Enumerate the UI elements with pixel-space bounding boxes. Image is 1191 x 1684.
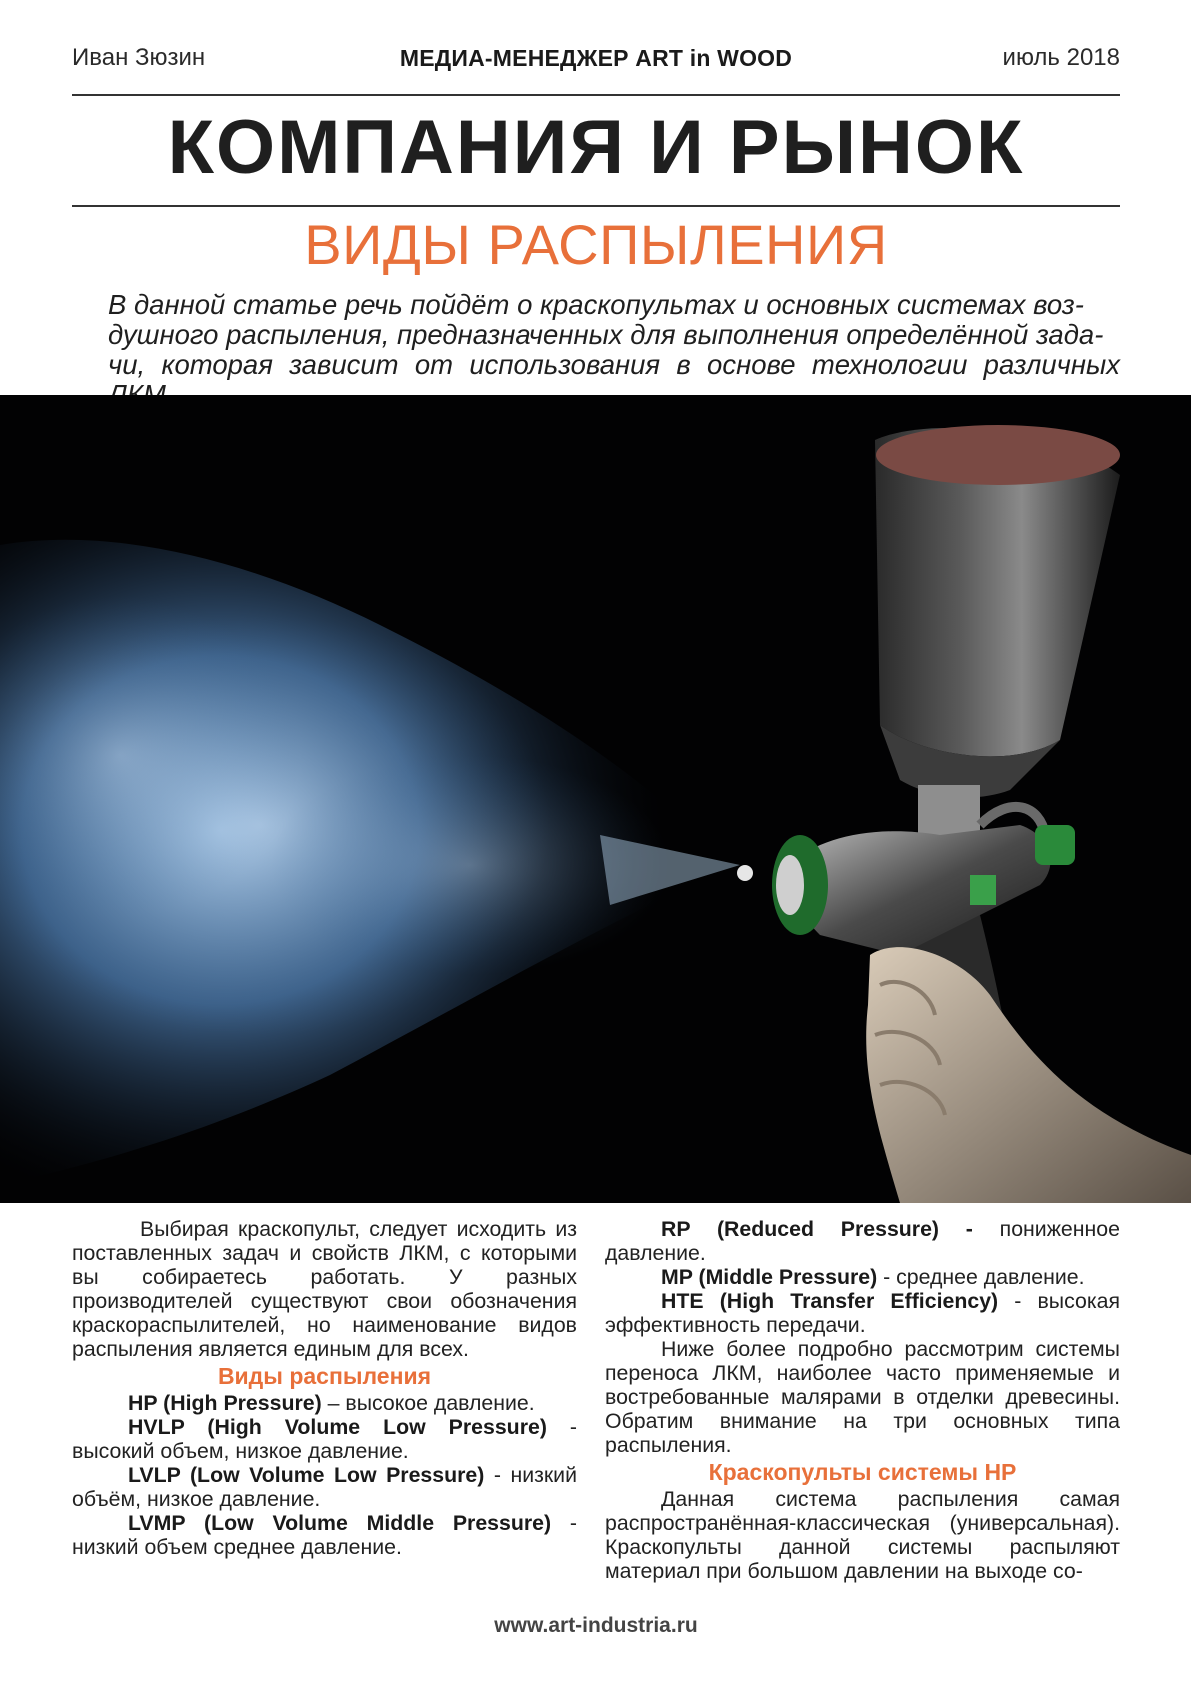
intro-paragraph: Выбирая краскопульт, следует исходить из поставленных задач и свойств ЛКМ, с которыми вы собираетесь работать. У разных производителей существуют свои обозначения краскораспылителей, но наименование видов распыления является единым для всех. [72,1217,577,1361]
term-label: HTE (High Transfer Efficiency) [661,1289,999,1313]
subheading-hp-guns: Краскопульты системы HP [708,1459,1017,1485]
systems-paragraph: Ниже более подробно рассмотрим системы переноса ЛКМ, наиболее часто применяемые и востребованные малярами в отделки древесины. Обратим внимание на три основных типа распыления. [605,1337,1120,1457]
lead-line: В данной статье речь пойдёт о краскопультах и основных системах воз- [108,289,1084,320]
magazine-name: МЕДИА-МЕНЕДЖЕР ART in WOOD [399,45,793,71]
term-desc: - высокая эффективность передачи. [605,1289,1120,1337]
term-label: HP (High Pressure) [128,1391,322,1415]
term-desc: - среднее давление. [877,1265,1085,1289]
lead-paragraph [108,290,1120,410]
term-desc: – высокое давление. [321,1391,535,1415]
term-label: LVMP (Low Volume Middle Pressure) [128,1511,552,1535]
issue-date: июль 2018 [1002,44,1120,71]
term-label: RP (Reduced Pressure) - [661,1217,973,1241]
term-label: MP (Middle Pressure) [661,1265,878,1289]
term-desc: пониженное давление. [605,1217,1120,1265]
term-desc: - низкий объем среднее давление. [72,1511,577,1559]
website-url[interactable]: www.art-industria.ru [494,1614,698,1637]
running-header [72,44,1120,80]
spray-gun-illustration [0,395,1191,1203]
term-item [605,1289,1120,1337]
left-column [72,1217,577,1559]
term-item [72,1391,577,1415]
author-name: Иван Зюзин [72,44,206,71]
spray-gun-photo [0,395,1191,1203]
term-desc: - высокий объем, низкое давление. [72,1415,577,1463]
term-item [605,1265,1120,1289]
subheading-spray-types: Виды распыления [217,1363,432,1389]
term-item [72,1463,577,1511]
header-top-rule [72,94,1120,96]
term-item [72,1511,577,1559]
term-label: HVLP (High Volume Low Pressure) [128,1415,547,1439]
section-title: КОМПАНИЯ И РЫНОК [167,105,1025,190]
article-title: ВИДЫ РАСПЫЛЕНИЯ [304,213,888,276]
term-item [72,1415,577,1463]
right-column [605,1217,1120,1583]
lead-line: душного распыления, предназначенных для выполнения определённой зада- [108,319,1104,350]
term-label: LVLP (Low Volume Low Pressure) [128,1463,485,1487]
term-desc: - низкий объём, низкое давление. [72,1463,577,1511]
lead-line: чи, которая зависит от использования в основе технологии различных [108,349,1120,380]
term-item [605,1217,1120,1265]
header-bottom-rule [72,205,1120,207]
hp-paragraph: Данная система распыления самая распространённая-классическая (универсальная). Краскопульты данной системы распыляют материал при большом давлении на выходе со- [605,1487,1120,1583]
